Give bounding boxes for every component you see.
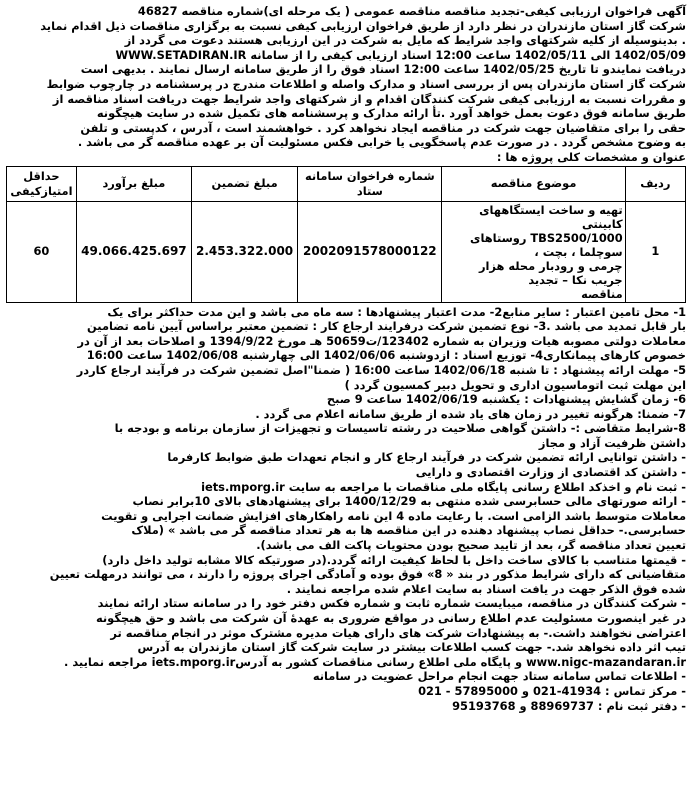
intro-line: طریق سامانه فوق دعوت بعمل خواهد آورد .تأ ارائه مدارک و پرسشنامه های تکمیل شده در سایت هیچگونه [96, 106, 686, 121]
condition-line: شده فوق الذکر جهت در یافت اسناد به سایت اعلام شده مراجعه نمایند . [286, 581, 686, 596]
condition-line: اعتراضی نخواهند داشت.- به پیشنهادات شرکت های دارای هیات مدیره مشترک موثر در انجام مناقصه تر [110, 625, 686, 640]
intro-line: و مقررات نسبت به ارزیابی کیفی شرکت کنندگان اقدام و از شرکتهای واجد شرایط جهت دریافت اسناد مناقصه از [52, 91, 686, 106]
condition-line: حسابرسی.- حداقل نصاب پیشنهاد دهنده در این مناقصه ها به هر تعداد مناقصه گر می باشد » (ملاک [131, 523, 686, 538]
condition-line: تعیین تعداد مناقصه گر، بعد از تایید صحیح بودن محتویات پاکت الف می باشد). [256, 538, 686, 553]
subject-line: TBS2500/1000 روستاهای سوچلما ، بچت ، [470, 230, 623, 259]
cell-min-score: 60 [7, 201, 77, 302]
condition-line: 7- ضمنا: هرگونه تغییر در زمان های یاد شده از طریق سامانه اعلام می گردد . [255, 406, 686, 421]
condition-line: داشتن ظرفیت آزاد و مجاز [538, 435, 686, 450]
condition-line: - داشتن کد اقتصادی از وزارت اقتصادی و دارایی [415, 465, 686, 480]
condition-line: www.nigc-mazandaran.ir و پایگاه ملی اطلاع رسانی مناقصات کشور به آدرسiets.mporg.ir مراجعه نمایید . [64, 654, 686, 669]
condition-line: 1- محل تامین اعتبار : سایر منابع2- مدت اعتبار پیشنهادها : سه ماه می باشد و این مدت حداکثر برای یک [107, 304, 686, 319]
cell-row-number: 1 [625, 201, 685, 302]
condition-line: - اطلاعات تماس سامانه ستاد جهت انجام مراحل عضویت در سامانه [312, 669, 686, 684]
subject-line: چرمی و رودبار محله هزار جریب نکا – تجدید [478, 258, 623, 287]
condition-line: خصوص کارهای پیمانکاری4- توزیع اسناد : ازدوشنبه 1402/06/06 الی چهارشنبه 1402/06/08 ساعت 16:00 [86, 348, 686, 363]
header-subject: موضوع مناقصه [442, 166, 625, 201]
condition-line: بار قابل تمدید می باشد .3- نوع تضمین شرکت درفرایند ارجاع کار : تضمین معتبر براساس آیین نامه تضامین [87, 319, 686, 334]
table-row [7, 201, 686, 302]
cell-estimate: 49.066.425.697 [76, 201, 191, 302]
intro-line: 1402/05/09 الی 1402/05/11 ساعت 12:00 اسناد ارزیابی کیفی را از سامانه WWW.SETADIRAN.IR [115, 47, 686, 62]
condition-line: - قیمتها متناسب با کالای ساخت داخل با لحاظ کیفیت ارائه گردد.(در صورتیکه کالا مشابه تولید داخل دارد) [102, 552, 686, 567]
intro-line: دریافت نمایندو تا تاریخ 1402/05/25 ساعت 12:00 اسناد فوق را از طریق سامانه ارسال نمایند . بدیهی است [80, 62, 686, 77]
condition-line: - ارائه صورتهای مالی حسابرسی شده منتهی به 1400/12/29 برای پیشنهادهای بالای 10برابر نصاب [132, 494, 686, 509]
condition-line: تیب اثر داده نخواهد شد.- جهت کسب اطلاعات بیشتر در سایت شرکت گاز استان مازندران به آدرس [137, 640, 686, 655]
intro-line: شرکت گاز استان مازندران پس از بررسی اسناد و مدارک واصله و اطلاعات مندرج در پرسشنامه در چارچوب ضوابط [46, 76, 686, 91]
condition-line: در غیر اینصورت مسئولیت عدم اطلاع رسانی در مواقع ضروری به عهدهٔ آن شرکت می باشد و حق هیچگونه [96, 611, 686, 625]
condition-line: - داشتن توانایی ارائه تضمین شرکت در فرآیند ارجاع کار و انجام تعهدات طبق ضوابط کارفرما [167, 450, 686, 465]
condition-line: 6- زمان گشایش پیشنهادات : یکشنبه 1402/06/19 ساعت 9 صبح [326, 392, 686, 407]
intro-line: عنوان و مشخصات کلی پروژه ها : [496, 149, 686, 164]
cell-guarantee: 2.453.322.000 [191, 201, 297, 302]
condition-line: 8-شرایط متقاضی :- داشتن گواهی صلاحیت در رشته تاسیسات و تجهیزات از سازمان برنامه و بودجه با [114, 421, 686, 436]
cell-subject [442, 201, 625, 302]
intro-line: حقی را برای متقاضیان جهت شرکت در مناقصه ایجاد نخواهد کرد . خواهشمند است ، آدرس ، کدپستی و تلفن [80, 120, 686, 135]
subject-line: مناقصه [581, 286, 623, 301]
condition-line: - دفتر ثبت نام : 88969737 و 95193768 [452, 698, 686, 713]
header-guarantee: مبلغ تضمین [191, 166, 297, 201]
header-min-score: حداقل امتیازکیفی [7, 166, 77, 201]
intro-line: به وضوح مشخص گردد . در صورت عدم پاسخگویی یا خرابی فکس مسئولیت آن بر عهده مناقصه گر می باشد . [77, 135, 686, 150]
cell-setad-number: 2002091578000122 [298, 201, 442, 302]
notice-conditions [6, 305, 686, 714]
intro-line: آگهی فراخوان ارزیابی کیفی-تجدید مناقصه مناقصه عمومی ( یک مرحله ای)شماره مناقصه 46827 [137, 4, 686, 18]
condition-line: - مرکز تماس : 41934-021 و 57895000 - 021 [418, 683, 686, 698]
header-row-number: ردیف [625, 166, 685, 201]
table-header-row [7, 166, 686, 201]
notice-intro [6, 4, 686, 165]
header-setad-number: شماره فراخوان سامانه ستاد [298, 166, 442, 201]
intro-line: شرکت گاز استان مازندران در نظر دارد از طریق فراخوان ارزیابی کیفی نسبت به برگزاری مناقصات ذیل اقدام نماید [40, 18, 686, 33]
condition-line: - ثبت نام و اخذکد اطلاع رسانی پایگاه ملی مناقصات با مراجعه به سایت iets.mporg.ir [201, 479, 686, 494]
condition-line: 5- مهلت ارائه پیشنهاد : تا شنبه 1402/06/18 ساعت 16:00 ( ضمنا"اصل تضمین شرکت در فرآیند ارجاع کاردر [76, 362, 686, 377]
tender-table [6, 166, 686, 303]
subject-line: تهیه و ساخت ایستگاههای کابینتی [479, 202, 623, 231]
condition-line: - شرکت کنندگان در مناقصه، میبایست شماره ثابت و شماره فکس دفتر خود را در سامانه ستاد ارائه نمایند [97, 596, 686, 611]
condition-line: معاملات دولتی مصوبه هیات وزیران به شماره 123402/ت50659 هـ مورخ 1394/9/22 و اصلاحات بعد از آن در [77, 333, 686, 348]
condition-line: متقاضیانی که دارای شرایط مذکور در بند « 8» فوق بوده و آمادگی اجرای پروژه را دارند ، می توانند درمهلت تعیین [49, 567, 686, 582]
condition-line: این مهلت ثبت اتوماسیون اداری و تحویل دبیر کمسیون گردد ) [344, 377, 686, 392]
intro-line: . بدینوسیله از کلیه شرکتهای واجد شرایط که مایل به شرکت در این ارزیابی هستند دعوت می گردد از [124, 33, 686, 48]
header-estimate: مبلغ برآورد [76, 166, 191, 201]
condition-line: معاملات متوسط باشد الزامی است. با رعایت ماده 4 این نامه راهکارهای افزایش ضمانت اجرایی و تقویت [101, 508, 686, 523]
